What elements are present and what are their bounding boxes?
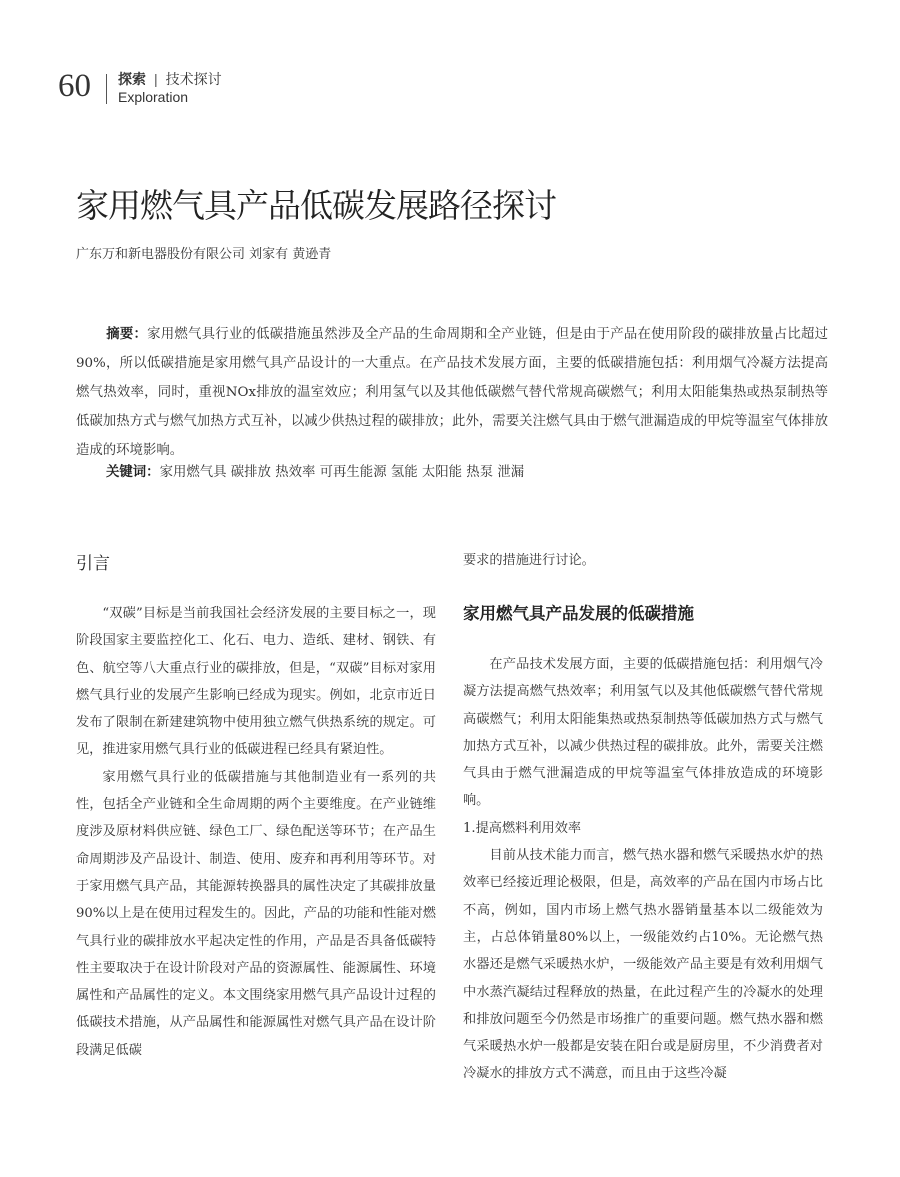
paragraph: 目前从技术能力而言，燃气热水器和燃气采暖热水炉的热效率已经接近理论极限，但是，高效率的产品在国内市场占比不高，例如，国内市场上燃气热水器销量基本以二级能效为主，占总体销量80%以上，一级能效约占10%。无论燃气热水器还是燃气采暖热水炉，一级能效产品主要是有效利用烟气中水蒸汽凝结过程释放的热量，在此过程产生的冷凝水的处理和排放问题至今仍然是市场推广的重要问题。燃气热水器和燃气采暖热水炉一般都是安装在阳台或是厨房里，不少消费者对冷凝水的排放方式不满意，而且由于这些冷凝 (463, 848, 823, 1082)
keywords (106, 458, 524, 487)
abstract-label: 摘要： (106, 327, 148, 342)
article-authors: 广东万和新电器股份有限公司 刘家有 黄逊青 (76, 247, 332, 262)
subsection-name: 技术探讨 (165, 71, 222, 87)
section-title-cn: 探索 | 技术探讨 (118, 71, 222, 87)
subheading: 1.提高燃料利用效率 (463, 820, 582, 836)
paragraph: “双碳”目标是当前我国社会经济发展的主要目标之一，现阶段国家主要监控化工、化石、电力、造纸、建材、钢铁、有色、航空等八大重点行业的碳排放，但是，“双碳”目标对家用燃气具行业的发展产生影响已经成为现实。例如，北京市近日发布了限制在新建建筑物中使用独立燃气供热系统的规定。可见，推进家用燃气具行业的低碳进程已经具有紧迫性。 (76, 606, 436, 758)
section-heading: 家用燃气具产品发展的低碳措施 (463, 604, 694, 623)
section-title-en: Exploration (118, 89, 189, 105)
right-column (463, 651, 823, 1088)
intro-heading: 引言 (76, 554, 110, 574)
paragraph: 家用燃气具行业的低碳措施与其他制造业有一系列的共性，包括全产业链和全生命周期的两个主要维度。在产业链维度涉及原材料供应链、绿色工厂、绿色配送等环节；在产品生命周期涉及产品设计、制造、使用、废弃和再利用等环节。对于家用燃气具产品，其能源转换器具的属性决定了其碳排放量90%以上是在使用过程发生的。因此，产品的功能和性能对燃气具行业的碳排放水平起决定性的作用，产品是否具备低碳特性主要取决于在设计阶段对产品的资源属性、能源属性、环境属性和产品属性的定义。本文围绕家用燃气具产品设计过程的低碳技术措施，从产品属性和能源属性对燃气具产品在设计阶段满足低碳 (76, 769, 436, 1058)
keywords-label: 关键词： (106, 465, 160, 480)
keywords-text: 家用燃气具 碳排放 热效率 可再生能源 氢能 太阳能 热泵 泄漏 (159, 465, 525, 480)
paragraph: 在产品技术发展方面，主要的低碳措施包括：利用烟气冷凝方法提高燃气热效率；利用氢气以及其他低碳燃气替代常规高碳燃气；利用太阳能集热或热泵制热等低碳加热方式与燃气加热方式互补，以减少供热过程的碳排放。此外，需要关注燃气具由于燃气泄漏造成的甲烷等温室气体排放造成的环境影响。 (463, 657, 823, 809)
abstract (76, 320, 828, 465)
left-column (76, 600, 436, 1064)
page-number: 60 (58, 68, 91, 104)
article-title: 家用燃气具产品低碳发展路径探讨 (76, 186, 556, 225)
header-divider (106, 74, 107, 104)
section-header (118, 71, 222, 107)
abstract-text: 家用燃气具行业的低碳措施虽然涉及全产品的生命周期和全产业链，但是由于产品在使用阶段的碳排放量占比超过90%，所以低碳措施是家用燃气具产品设计的一大重点。在产品技术发展方面，主要的低碳措施包括：利用烟气冷凝方法提高燃气热效率，同时，重视NOx排放的温室效应；利用氢气以及其他低碳燃气替代常规高碳燃气；利用太阳能集热或热泵制热等低碳加热方式与燃气加热方式互补，以减少供热过程的碳排放；此外，需要关注燃气具由于燃气泄漏造成的甲烷等温室气体排放造成的环境影响。 (76, 327, 829, 458)
section-name: 探索 (118, 71, 146, 87)
continuation-text: 要求的措施进行讨论。 (463, 553, 595, 568)
